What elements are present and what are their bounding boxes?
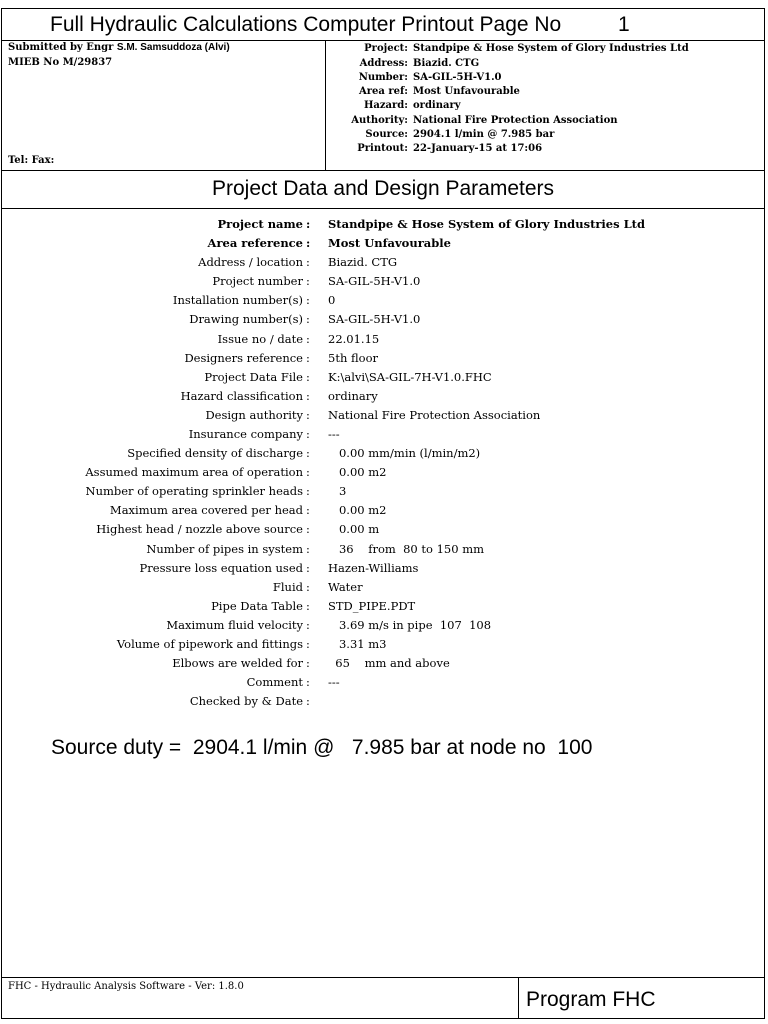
summary-key: Source: [365,129,408,140]
parameter-key: Number of pipes in system [146,542,303,556]
parameter-key: Volume of pipework and fittings [116,637,303,651]
summary-key: Address: [359,58,408,69]
page-title: Full Hydraulic Calculations Computer Printout Page No [50,13,562,36]
summary-key: Area ref: [359,86,408,97]
summary-value: Biazid. CTG [413,58,480,69]
software-version: FHC - Hydraulic Analysis Software - Ver: 1.8.0 [8,981,244,992]
page-number: 1 [618,13,630,36]
parameter-key: Number of operating sprinkler heads [85,484,303,498]
parameter-value: 36 from 80 to 150 mm [328,542,485,556]
parameter-value: 0.00 mm/min (l/min/m2) [328,446,481,460]
submitted-by-prefix: Submitted by Engr [8,42,114,53]
summary-value: 2904.1 l/min @ 7.985 bar [413,129,555,140]
parameter-value: 22.01.15 [328,332,380,346]
parameter-value: 3.31 m3 [328,637,387,651]
parameter-key: Design authority [205,408,303,422]
parameter-key: Designers reference [184,351,303,365]
parameter-value: Hazen-Williams [328,561,419,575]
summary-value: SA-GIL-5H-V1.0 [413,72,502,83]
summary-value: ordinary [413,100,461,111]
parameter-key: Comment [246,675,303,689]
footer [2,977,764,1019]
title-row [2,9,764,41]
parameter-key: Maximum area covered per head [109,503,303,517]
submitted-by [8,42,230,53]
summary-key: Authority: [351,115,408,126]
summary-value: Standpipe & Hose System of Glory Industries Ltd [413,43,689,54]
parameter-value: SA-GIL-5H-V1.0 [328,274,421,288]
program-name: Program FHC [518,978,764,1019]
summary-key: Hazard: [363,100,408,111]
parameter-key: Insurance company [188,427,303,441]
parameter-value: SA-GIL-5H-V1.0 [328,312,421,326]
summary-key: Printout: [357,143,408,154]
tel-fax: Tel: Fax: [8,155,55,166]
parameter-key: Installation number(s) [172,293,303,307]
section-title: Project Data and Design Parameters [2,171,764,209]
parameter-value: 65 mm and above [328,656,450,670]
summary-key: Number: [358,72,408,83]
parameter-key: Address / location [198,255,303,269]
parameter-key: Elbows are welded for [172,656,303,670]
parameter-key: Maximum fluid velocity [166,618,303,632]
parameter-key: Highest head / nozzle above source [96,522,303,536]
source-duty: Source duty = 2904.1 l/min @ 7.985 bar at node no 100 [51,736,593,759]
parameter-value: STD_PIPE.PDT [328,599,416,613]
parameter-value: Most Unfavourable [328,236,451,250]
parameter-key: Hazard classification [180,389,303,403]
submitter-name: S.M. Samsuddoza (Alvi) [116,42,230,53]
parameter-value: National Fire Protection Association [328,408,541,422]
parameter-key: Checked by & Date [189,694,303,708]
parameter-key: Issue no / date [217,332,303,346]
parameter-key: Project name [217,217,303,231]
membership-number: MIEB No M/29837 [8,57,113,68]
summary-value: 22-January-15 at 17:06 [413,143,543,154]
parameter-value: ordinary [328,389,378,403]
parameter-value: 0.00 m2 [328,465,387,479]
parameter-key: Area reference [207,236,303,250]
parameter-value: Biazid. CTG [328,255,398,269]
summary-key: Project: [364,43,408,54]
parameter-value: 5th floor [328,351,379,365]
summary-value: Most Unfavourable [413,86,520,97]
header-block [2,41,764,171]
project-summary-block [326,41,764,170]
parameter-value: --- [328,427,340,441]
parameter-key: Fluid [272,580,303,594]
parameter-value: 3 [328,484,347,498]
parameter-value: --- [328,675,340,689]
parameter-key: Specified density of discharge [127,446,303,460]
parameter-key: Pressure loss equation used [139,561,303,575]
parameter-value: K:\alvi\SA-GIL-7H-V1.0.FHC [328,370,492,384]
parameter-value: 0.00 m [328,522,380,536]
summary-value: National Fire Protection Association [413,115,618,126]
printout-page: Full Hydraulic Calculations Computer Printout Page No 1 Submitted by Engr S.M. Samsuddoza (Alvi) MIEB No M/29837 Tel: Fax: Project: Standpipe & Hose System of Glory Industries Ltd Address: Biazid. CTG Number: SA-GIL-5H-V1.0 Area ref: Most Unfavourable Hazard: ordinary Authority: National Fire Protection Association Source: 2904.1 l/min @ 7.985 bar Printout: 22-January-15 at 17:06 Project Data and Design Parameters Project name : Standpipe & Hose System of Glory Industries Ltd Area reference : Most Unfavourable Address / location : Biazid. CTG Project number : SA-GIL-5H-V1.0 Installation number(s) : 0 Drawing number(s) : SA-GIL-5H-V1.0 Issue no / date : 22.01.15 Designers reference : 5th floor Project Data File : K:\alvi\SA-GIL-7H-V1.0.FHC Hazard classification : ordinary Design authority : National Fire Protection Association Insurance company : --- Specified density of discharge : 0.00 mm/min (l/min/m2) Assumed maximum area of operation : 0.00 m2 Number of operating sprinkler heads : 3 Maximum area covered per head : 0.00 m2 Highest head / nozzle above source : 0.00 m Number of pipes in system : 36 from 80 to 150 mm Pressure loss equation used : Hazen-Williams Fluid : Water Pipe Data Table : STD_PIPE.PDT Maximum fluid velocity : 3.69 m/s in pipe 107 108 Volume of pipework and fittings : 3.31 m3 Elbows are welded for : 65 mm and above Comment : --- Checked by & Date : Source duty = 2904.1 l/min @ 7.985 bar at node no 100 FHC - Hydraulic Analysis Software - Ver: 1.8.0 Program FHC [1,8,765,1019]
parameter-key: Project Data File [204,370,303,384]
parameter-key: Pipe Data Table [211,599,303,613]
parameter-key: Project number [212,274,303,288]
parameter-value: 0 [328,293,336,307]
submitter-block [2,41,326,170]
parameter-value: 3.69 m/s in pipe 107 108 [328,618,492,632]
parameter-value: Standpipe & Hose System of Glory Industries Ltd [328,217,646,231]
parameter-key: Drawing number(s) [189,312,303,326]
parameter-key: Assumed maximum area of operation [85,465,303,479]
parameter-value: Water [328,580,363,594]
parameter-value: 0.00 m2 [328,503,387,517]
